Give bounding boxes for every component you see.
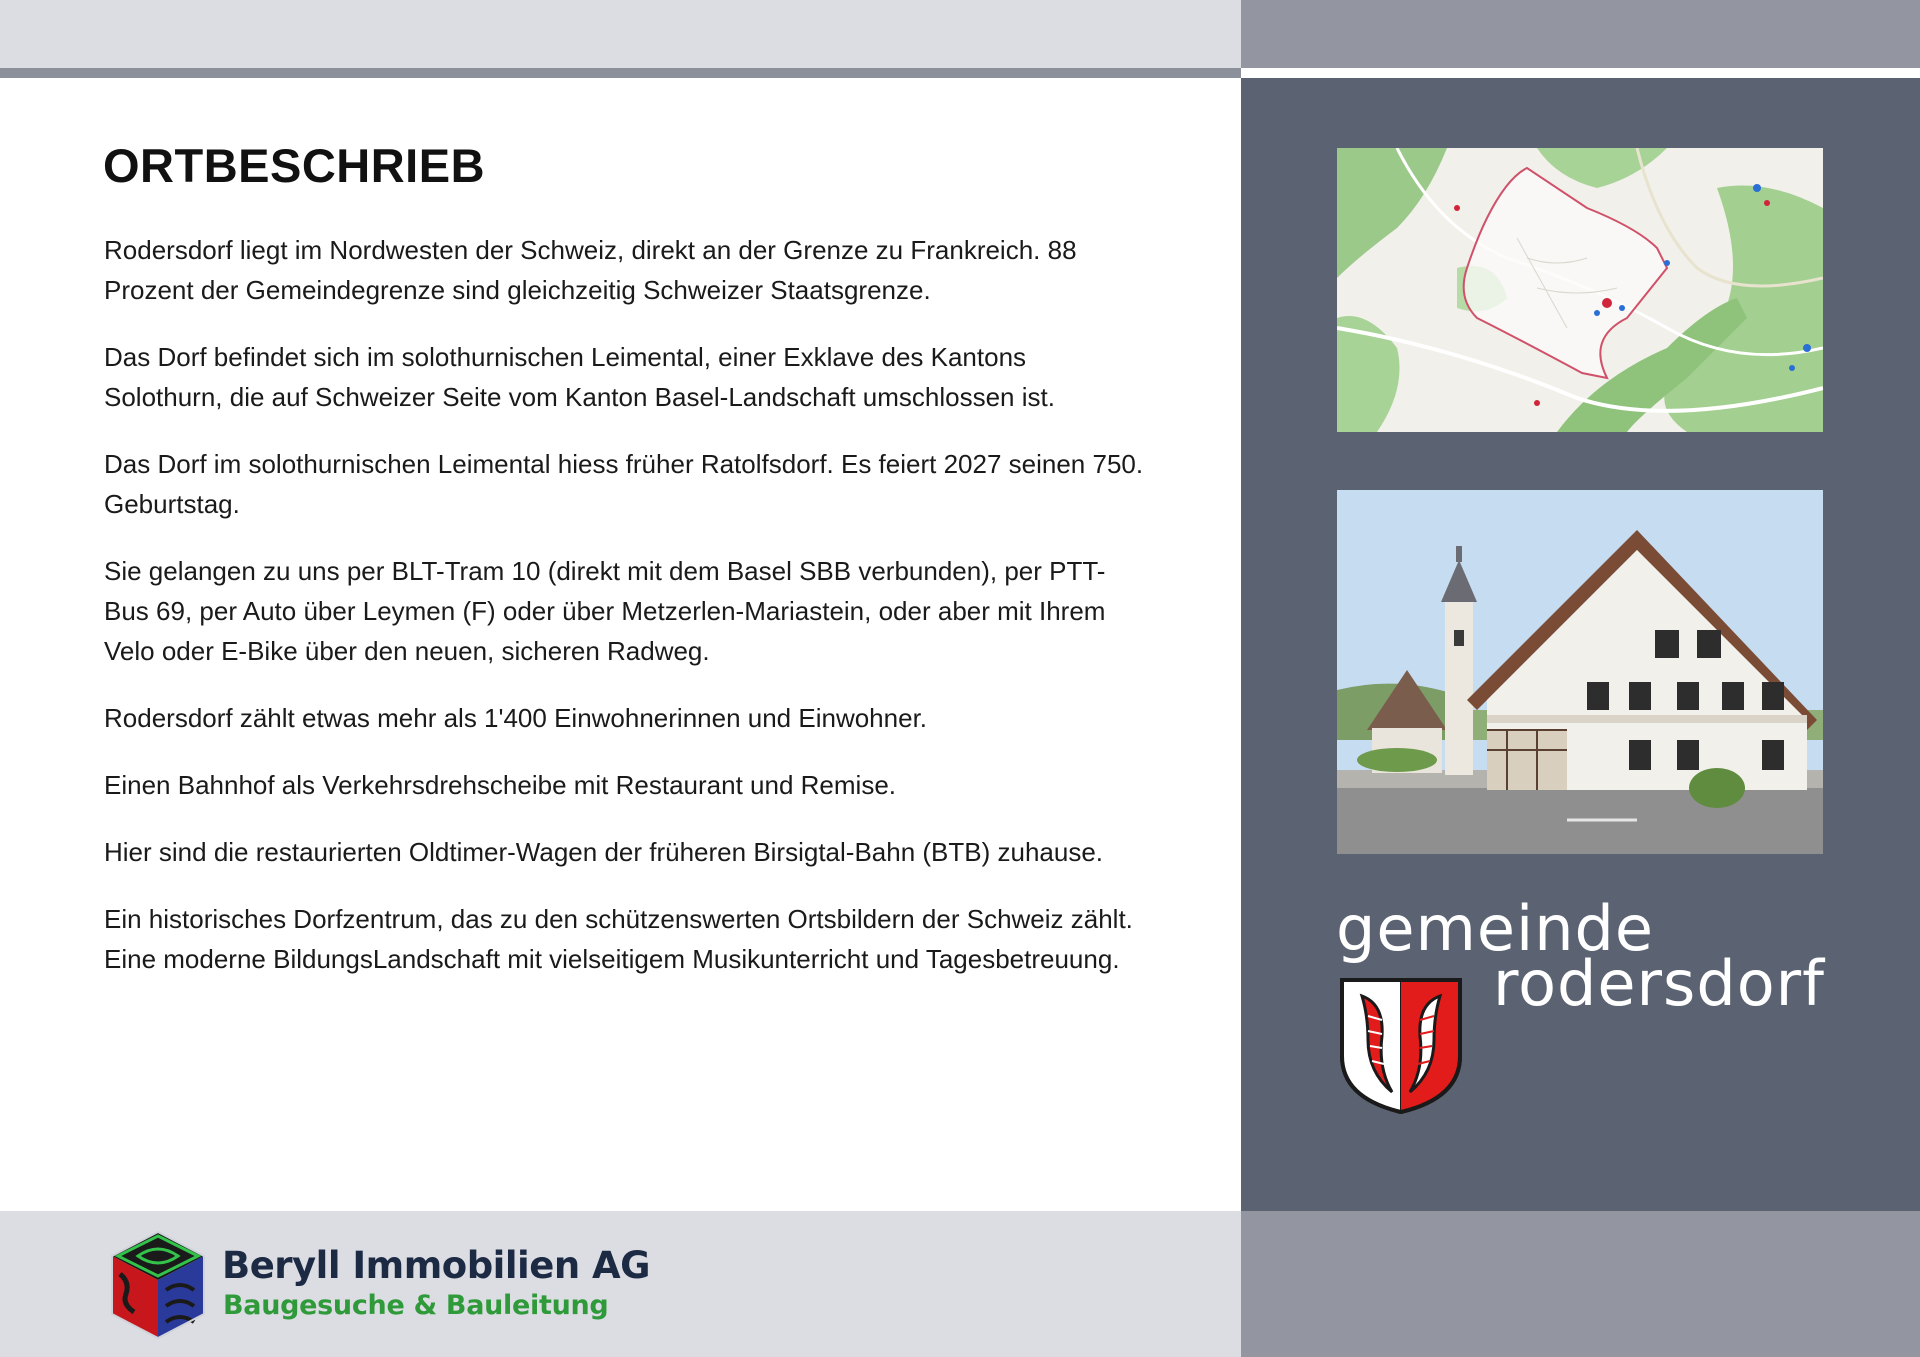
company-tagline: Baugesuche & Bauleitung [223,1290,609,1321]
village-photo [1337,490,1823,854]
page-title: ORTBESCHRIEB [103,139,486,192]
top-band [0,0,1241,68]
description-text [104,230,1144,1006]
sidebar-panel [1241,0,1920,1357]
top-band [1241,0,1920,68]
paragraph: Einen Bahnhof als Verkehrsdrehscheibe mit Restaurant und Remise. [104,770,896,800]
paragraph: Ein historisches Dorfzentrum, das zu den schützenswerten Ortsbildern der Schweiz zählt. Eine moderne BildungsLandschaft mit vielseitigem Musikunterricht und Tagesbetreuung. [104,904,1133,974]
paragraph: Das Dorf befindet sich im solothurnischen Leimental, einer Exklave des Kantons Solothurn, die auf Schweizer Seite vom Kanton Basel-Landschaft umschlossen ist. [104,342,1055,412]
paragraph: Sie gelangen zu uns per BLT-Tram 10 (direkt mit dem Basel SBB verbunden), per PTT-Bus 69, per Auto über Leymen (F) oder über Metzerlen-Mariastein, oder aber mit Ihrem Velo oder E-Bike über den neuen, sicheren Radweg. [104,556,1106,666]
brand-line-1: gemeinde [1336,892,1655,965]
top-rule [0,68,1241,78]
company-name: Beryll Immobilien AG [222,1244,651,1287]
beryll-cube-logo-icon [108,1228,208,1342]
top-rule [1241,68,1920,78]
paragraph: Hier sind die restaurierten Oldtimer-Wagen der früheren Birsigtal-Bahn (BTB) zuhause. [104,837,1104,867]
paragraph: Rodersdorf liegt im Nordwesten der Schweiz, direkt an der Grenze zu Frankreich. 88 Prozent der Gemeindegrenze sind gleichzeitig Schweizer Staatsgrenze. [104,235,1077,305]
brand-line-2: rodersdorf [1493,947,1825,1020]
map-image [1337,148,1823,432]
coat-of-arms-icon [1338,976,1464,1116]
footer-band [1241,1211,1920,1357]
paragraph: Rodersdorf zählt etwas mehr als 1'400 Einwohnerinnen und Einwohner. [104,703,928,733]
paragraph: Das Dorf im solothurnischen Leimental hiess früher Ratolfsdorf. Es feiert 2027 seinen 750. Geburtstag. [104,449,1144,519]
